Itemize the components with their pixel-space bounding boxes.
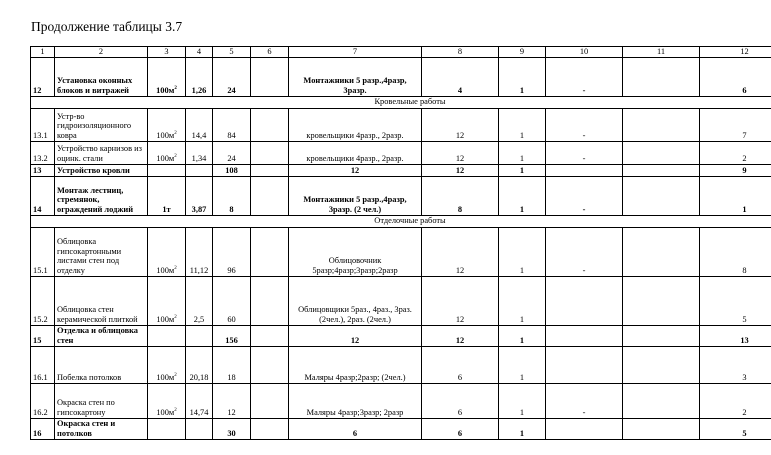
- shifts: 1: [499, 276, 546, 325]
- unit-text: 100м: [156, 408, 175, 417]
- unit-exponent: 2: [174, 373, 177, 379]
- schedule-table: [30, 46, 771, 440]
- row-number: 15.2: [31, 276, 55, 325]
- shifts: 1: [499, 141, 546, 164]
- unit: [148, 108, 186, 141]
- work-name: Окраска стен и потолков: [55, 418, 148, 439]
- unit: [148, 325, 186, 346]
- col10: -: [546, 141, 623, 164]
- shifts: 1: [499, 108, 546, 141]
- col11: [623, 276, 700, 325]
- work-name: Облицовка гипсокартонными листами стен под отделку: [55, 227, 148, 276]
- table-row: [31, 57, 771, 96]
- row-number: 13: [31, 164, 55, 176]
- col11: [623, 176, 700, 215]
- labor: 12: [213, 383, 251, 418]
- work-name: Установка оконных блоков и витражей: [55, 57, 148, 96]
- shifts: 1: [499, 227, 546, 276]
- labor: 108: [213, 164, 251, 176]
- table-row: [31, 276, 771, 325]
- header-cell: 1: [31, 47, 55, 58]
- header-cell: 10: [546, 47, 623, 58]
- duration: 13: [700, 325, 771, 346]
- col6: [251, 325, 289, 346]
- col6: [251, 418, 289, 439]
- duration: 1: [700, 176, 771, 215]
- shift-workers: 12: [422, 276, 499, 325]
- quantity: 11,12: [186, 227, 213, 276]
- shifts: 1: [499, 164, 546, 176]
- duration: 7: [700, 108, 771, 141]
- unit-exponent: 2: [174, 86, 177, 92]
- labor: 84: [213, 108, 251, 141]
- work-name: Монтаж лестниц, стремянок, ограждений лоджий: [55, 176, 148, 215]
- col11: [623, 164, 700, 176]
- unit-exponent: 2: [174, 154, 177, 160]
- table-row: [31, 418, 771, 439]
- quantity: [186, 325, 213, 346]
- row-number: 15: [31, 325, 55, 346]
- row-number: 16: [31, 418, 55, 439]
- quantity: 14,74: [186, 383, 213, 418]
- page-title: Продолжение таблицы 3.7: [31, 19, 183, 34]
- section-row: [31, 96, 771, 108]
- unit-exponent: 2: [174, 266, 177, 272]
- shifts: 1: [499, 418, 546, 439]
- unit-text: 100м: [156, 266, 175, 275]
- row-number: 14: [31, 176, 55, 215]
- col10: -: [546, 383, 623, 418]
- col10: [546, 346, 623, 383]
- header-cell: 6: [251, 47, 289, 58]
- quantity: 1,26: [186, 57, 213, 96]
- work-name: Окраска стен по гипсокартону: [55, 383, 148, 418]
- duration: 2: [700, 383, 771, 418]
- unit: [148, 176, 186, 215]
- workers: 12: [289, 164, 422, 176]
- col11: [623, 418, 700, 439]
- work-name: Устр-во гидроизоляционного ковра: [55, 108, 148, 141]
- duration: 5: [700, 418, 771, 439]
- shift-workers: 12: [422, 227, 499, 276]
- labor: 30: [213, 418, 251, 439]
- unit-text: 100м: [156, 315, 175, 324]
- col10: [546, 276, 623, 325]
- quantity: 1,34: [186, 141, 213, 164]
- workers: кровельщики 4разр., 2разр.: [289, 108, 422, 141]
- labor: 156: [213, 325, 251, 346]
- shift-workers: 6: [422, 346, 499, 383]
- col6: [251, 164, 289, 176]
- labor: 8: [213, 176, 251, 215]
- workers: Монтажники 5 разр.,4разр, 3разр. (2 чел.): [289, 176, 422, 215]
- table-row: [31, 108, 771, 141]
- header-cell: 12: [700, 47, 771, 58]
- row-number: 15.1: [31, 227, 55, 276]
- table-row: [31, 325, 771, 346]
- shifts: 1: [499, 383, 546, 418]
- unit-text: 1т: [162, 205, 171, 214]
- work-name: Устройство карнизов из оцинк. стали: [55, 141, 148, 164]
- work-name: Побелка потолков: [55, 346, 148, 383]
- header-cell: 5: [213, 47, 251, 58]
- col11: [623, 325, 700, 346]
- workers: 12: [289, 325, 422, 346]
- row-number: 16.2: [31, 383, 55, 418]
- table-row: [31, 141, 771, 164]
- header-cell: 2: [55, 47, 148, 58]
- workers: кровельщики 4разр., 2разр.: [289, 141, 422, 164]
- shift-workers: 4: [422, 57, 499, 96]
- workers: Облицовочник 5разр;4разр;3разр;2разр: [289, 227, 422, 276]
- shift-workers: 12: [422, 108, 499, 141]
- workers: Монтажники 5 разр.,4разр, 3разр.: [289, 57, 422, 96]
- unit: [148, 276, 186, 325]
- header-cell: 8: [422, 47, 499, 58]
- col6: [251, 276, 289, 325]
- duration: 3: [700, 346, 771, 383]
- duration: 5: [700, 276, 771, 325]
- duration: 2: [700, 141, 771, 164]
- labor: 18: [213, 346, 251, 383]
- col10: [546, 325, 623, 346]
- table-row: [31, 346, 771, 383]
- header-row: [31, 47, 771, 58]
- table-row: [31, 227, 771, 276]
- shifts: 1: [499, 57, 546, 96]
- col6: [251, 108, 289, 141]
- work-name: Устройство кровли: [55, 164, 148, 176]
- workers: Облицовщики 5раз., 4раз., 3раз. (2чел.), 2раз. (2чел.): [289, 276, 422, 325]
- unit-text: 100м: [156, 86, 175, 95]
- unit: [148, 346, 186, 383]
- shift-workers: 8: [422, 176, 499, 215]
- work-name: Облицовка стен керамической плиткой: [55, 276, 148, 325]
- shift-workers: 6: [422, 383, 499, 418]
- col6: [251, 57, 289, 96]
- labor: 60: [213, 276, 251, 325]
- header-cell: 4: [186, 47, 213, 58]
- table-row: [31, 164, 771, 176]
- col6: [251, 141, 289, 164]
- shift-workers: 12: [422, 164, 499, 176]
- table-row: [31, 383, 771, 418]
- col6: [251, 176, 289, 215]
- row-number: 13.1: [31, 108, 55, 141]
- unit: [148, 418, 186, 439]
- labor: 24: [213, 141, 251, 164]
- unit-text: 100м: [156, 131, 175, 140]
- col11: [623, 141, 700, 164]
- section-label: Отделочные работы: [31, 215, 771, 227]
- unit: [148, 227, 186, 276]
- shifts: 1: [499, 176, 546, 215]
- col11: [623, 346, 700, 383]
- col11: [623, 108, 700, 141]
- duration: 9: [700, 164, 771, 176]
- col6: [251, 227, 289, 276]
- unit-text: 100м: [156, 373, 175, 382]
- row-number: 12: [31, 57, 55, 96]
- shifts: 1: [499, 325, 546, 346]
- table-row: [31, 176, 771, 215]
- shift-workers: 12: [422, 325, 499, 346]
- quantity: 14,4: [186, 108, 213, 141]
- quantity: [186, 164, 213, 176]
- unit-text: 100м: [156, 154, 175, 163]
- quantity: 3,87: [186, 176, 213, 215]
- row-number: 13.2: [31, 141, 55, 164]
- shift-workers: 12: [422, 141, 499, 164]
- section-label: Кровельные работы: [31, 96, 771, 108]
- workers: Маляры 4разр;2разр; (2чел.): [289, 346, 422, 383]
- unit: [148, 164, 186, 176]
- section-row: [31, 215, 771, 227]
- header-cell: 11: [623, 47, 700, 58]
- quantity: [186, 418, 213, 439]
- labor: 24: [213, 57, 251, 96]
- col10: [546, 418, 623, 439]
- duration: 8: [700, 227, 771, 276]
- row-number: 16.1: [31, 346, 55, 383]
- unit-exponent: 2: [174, 131, 177, 137]
- col6: [251, 346, 289, 383]
- header-cell: 9: [499, 47, 546, 58]
- unit-exponent: 2: [174, 315, 177, 321]
- col11: [623, 383, 700, 418]
- labor: 96: [213, 227, 251, 276]
- quantity: 2,5: [186, 276, 213, 325]
- col11: [623, 227, 700, 276]
- header-cell: 3: [148, 47, 186, 58]
- workers: 6: [289, 418, 422, 439]
- col10: -: [546, 227, 623, 276]
- quantity: 20,18: [186, 346, 213, 383]
- workers: Маляры 4разр;3разр; 2разр: [289, 383, 422, 418]
- unit: [148, 57, 186, 96]
- unit-exponent: 2: [174, 408, 177, 414]
- unit: [148, 383, 186, 418]
- header-cell: 7: [289, 47, 422, 58]
- shifts: 1: [499, 346, 546, 383]
- col10: -: [546, 108, 623, 141]
- unit: [148, 141, 186, 164]
- col10: [546, 164, 623, 176]
- duration: 6: [700, 57, 771, 96]
- col6: [251, 383, 289, 418]
- col11: [623, 57, 700, 96]
- col10: -: [546, 57, 623, 96]
- shift-workers: 6: [422, 418, 499, 439]
- work-name: Отделка и облицовка стен: [55, 325, 148, 346]
- col10: -: [546, 176, 623, 215]
